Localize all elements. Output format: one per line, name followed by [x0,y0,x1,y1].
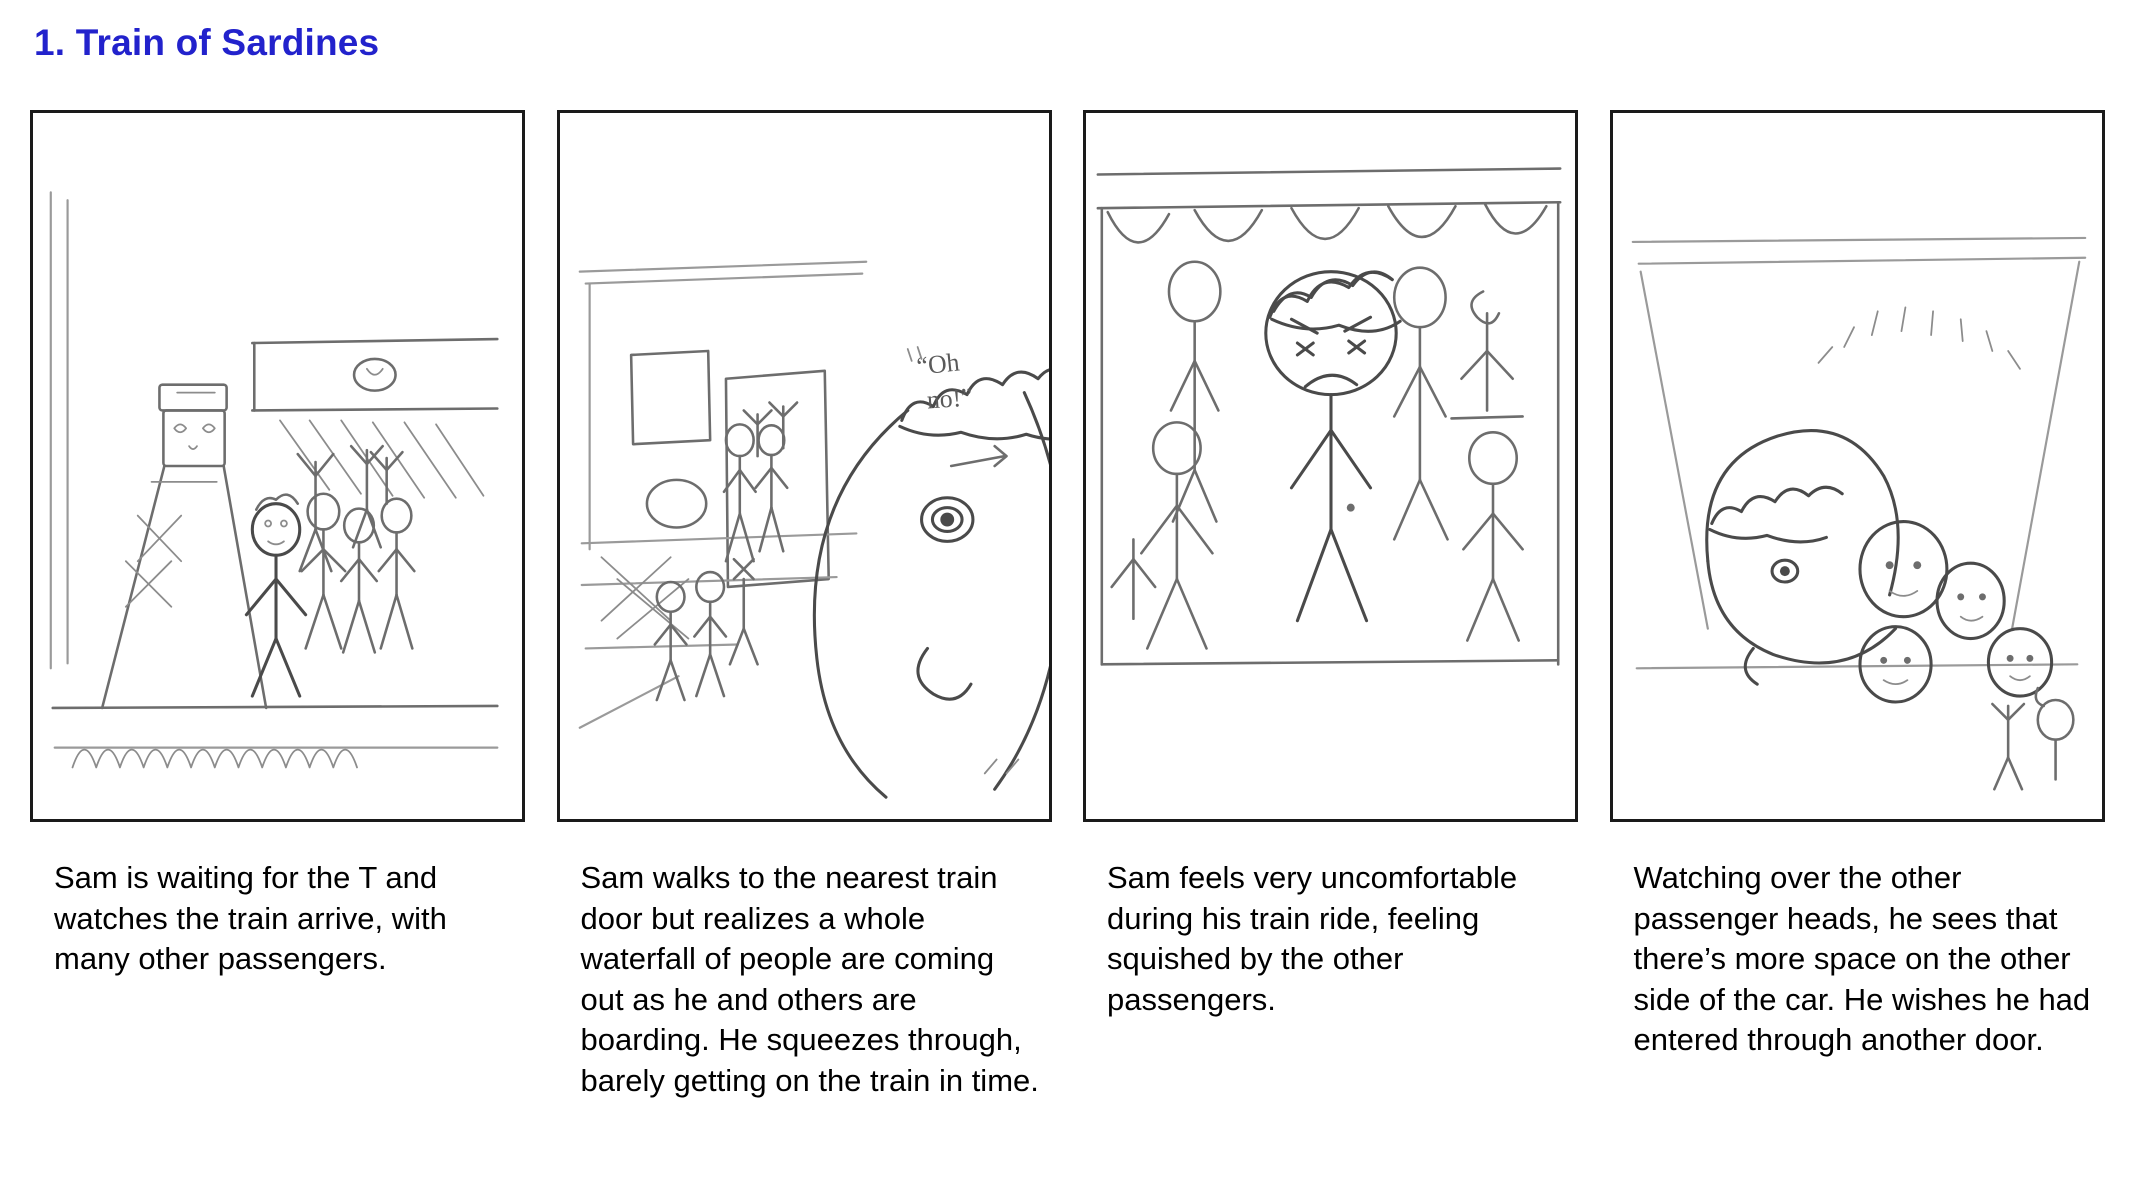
storyboard-strip [30,110,2105,1102]
panel-sketch-platform [30,110,525,822]
storyboard-panel-2 [557,110,1053,1102]
panel-sketch-crowded-car [1083,110,1578,822]
storyboard-panel-4 [1610,110,2106,1102]
panel-caption: Sam is waiting for the T and watches the train arrive, with many other passengers. [54,860,447,977]
panel-caption: Sam feels very uncomfortable during his train ride, feeling squished by the other passengers. [1107,860,1518,1017]
storyboard-panel-3 [1083,110,1579,1102]
panel-handwriting-2: “Oh [914,347,961,381]
panel-sketch-looking-over-heads [1610,110,2105,822]
svg-text:no!”: no!” [925,382,973,415]
panel-caption: Sam walks to the nearest train door but realizes a whole waterfall of people are coming out as he and others are boarding. He squeezes through, barely getting on the train in time. [580,860,1039,1099]
storyboard-panel-1 [30,110,526,1102]
panel-caption: Watching over the other passenger heads, he sees that there’s more space on the other side of the car. He wishes he had entered through another door. [1633,860,2091,1058]
panel-sketch-boarding [557,110,1052,822]
page-title: 1. Train of Sardines [34,22,380,63]
